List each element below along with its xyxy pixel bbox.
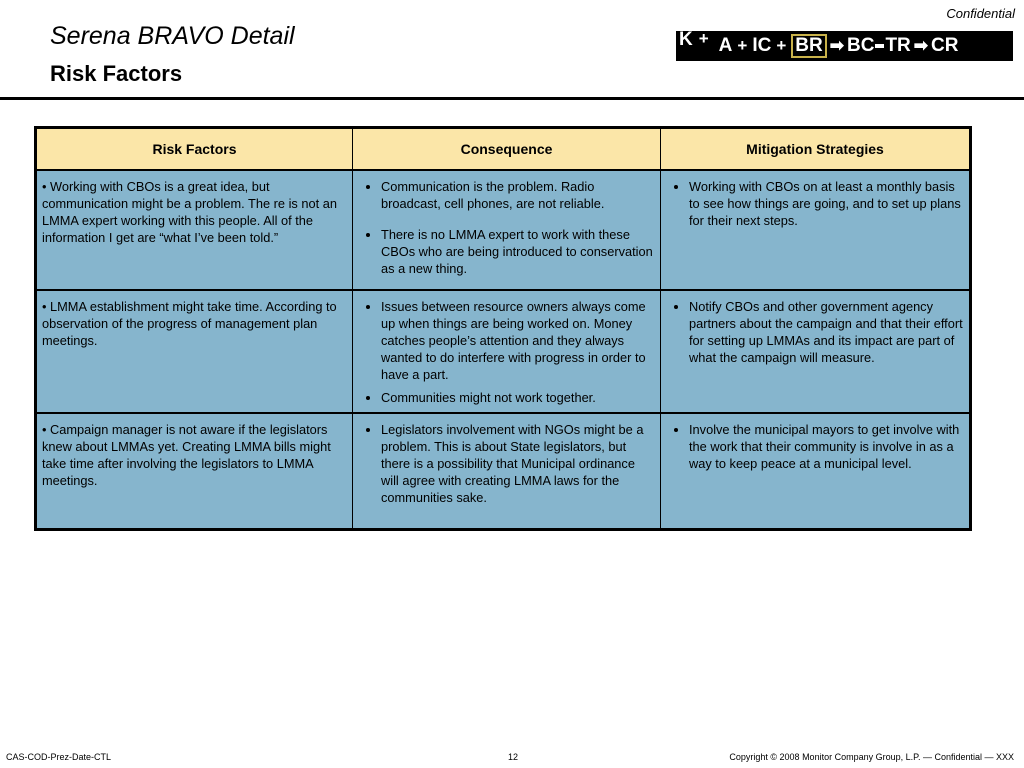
footer-document-id: CAS-COD-Prez-Date-CTL [6,752,112,762]
process-step-br-current: BR [791,34,826,58]
process-step-k: K [679,29,693,50]
confidential-label: Confidential [946,6,1015,21]
risk-cell: • LMMA establishment might take time. According to observation of the progress of management plan meetings. [36,290,353,413]
risk-cell: • Campaign manager is not aware if the legislators knew about LMMAs yet. Creating LMMA bills might take time after involving the legislators to LMMA meetings. [36,413,353,529]
process-step-bc: BC [846,35,875,56]
footer-page-number: 12 [508,752,519,762]
risk-cell: • Working with CBOs is a great idea, but communication might be a problem. The re is not an LMMA expert working with this people. All of the information I get are “what I’ve been told.” [36,170,353,290]
table-row [36,413,971,529]
plus-sign: + [698,29,709,48]
page-title: Serena BRAVO Detail [50,22,295,50]
consequence-item: • Communities might not work together. [381,389,655,406]
consequence-item: • Issues between resource owners always come up when things are being worked on. Money catches people’s attention and they always wanted to do interfere with progress in order to have a part. [381,298,655,383]
mitigation-item: • Involve the municipal mayors to get involve with the work that their community is involve in as a way to keep peace at a municipal level. [689,421,964,472]
column-header-consequence: Consequence [353,128,661,171]
column-header-risk-factors: Risk Factors [36,128,353,171]
footer-copyright: Copyright © 2008 Monitor Company Group, L.P. — Confidential — XXX [729,752,1014,762]
process-step-ic: IC [752,35,772,56]
page-subtitle: Risk Factors [50,61,183,86]
consequence-cell [353,290,661,413]
mitigation-cell [661,290,971,413]
table-row [36,170,971,290]
risk-factors-table [34,126,972,531]
plus-sign: + [737,36,748,55]
process-step-a: A [718,35,733,56]
process-step-cr: CR [931,35,959,56]
consequence-cell [353,413,661,529]
plus-sign: + [776,36,787,55]
consequence-item: • There is no LMMA expert to work with these CBOs who are being introduced to conservation as a new thing. [381,226,655,277]
consequence-item: • Communication is the problem. Radio broadcast, cell phones, are not reliable. [381,178,655,212]
consequence-item: • Legislators involvement with NGOs might be a problem. This is about State legislators, but there is a possibility that Municipal ordinance will agree with creating LMMA laws for the communities sake. [381,421,655,506]
process-steps-bar [676,31,1013,61]
mitigation-item: • Working with CBOs on at least a monthly basis to see how things are going, and to set up plans for their next steps. [689,178,964,229]
column-header-mitigation-strategies: Mitigation Strategies [661,128,971,171]
mitigation-item: • Notify CBOs and other government agency partners about the campaign and that their effort for setting up LMMAs and its impact are part of what the campaign will measure. [689,298,964,366]
arrow-right-icon: ➡ [913,36,929,55]
mitigation-cell [661,170,971,290]
mitigation-cell [661,413,971,529]
consequence-cell [353,170,661,290]
table-row [36,290,971,413]
arrow-right-icon: ➡ [829,36,844,55]
dash-icon [875,44,884,48]
table-header-row [36,128,971,171]
title-divider [0,97,1024,100]
process-step-tr: TR [885,35,911,56]
